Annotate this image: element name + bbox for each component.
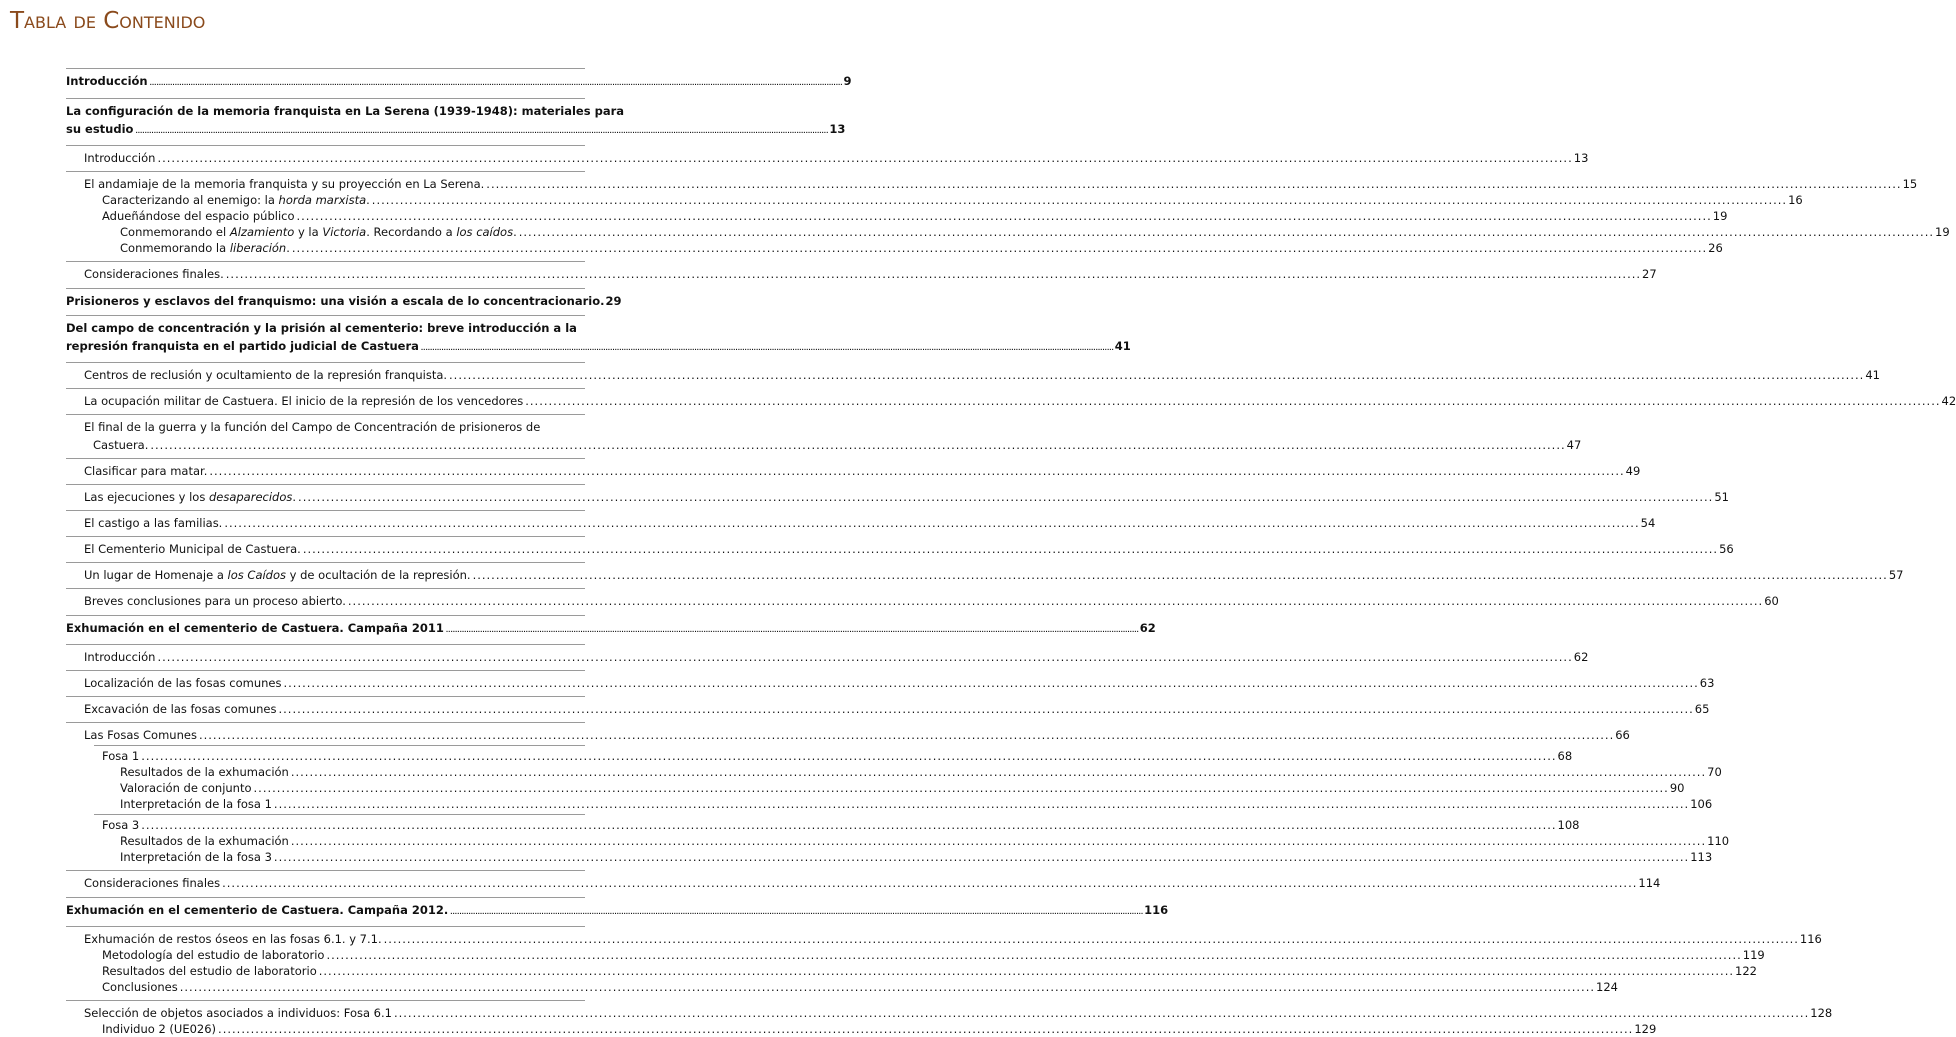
toc-entry-sec4-consideraciones[interactable]: Consideraciones finales ..... 114 — [66, 875, 585, 891]
toc-entry-conclusiones[interactable]: Conclusiones ..... 124 — [66, 979, 585, 995]
table-of-contents — [66, 68, 1956, 1037]
toc-entry-sec4-introduccion[interactable]: Introducción ..... 62 — [66, 649, 585, 665]
toc-entry-conmemorando-liberacion[interactable]: Conmemorando la liberación. ..... 26 — [66, 240, 585, 256]
toc-entry-sec4[interactable]: Exhumación en el cementerio de Castuera. Campaña 2011 ..... 62 — [66, 620, 585, 639]
toc-entry-final-guerra-line1[interactable]: El final de la guerra y la función del Campo de Concentración de prisioneros de — [84, 420, 541, 434]
toc-entry-excavacion[interactable]: Excavación de las fosas comunes ..... 65 — [66, 701, 585, 717]
toc-entry-sec1-line1[interactable]: La configuración de la memoria franquista en La Serena (1939-1948): materiales para — [66, 104, 625, 118]
toc-entry-aduenandose[interactable]: Adueñándose del espacio público ..... 19 — [66, 208, 585, 224]
toc-entry-homenaje[interactable]: Un lugar de Homenaje a los Caídos y de ocultación de la represión. ..... 57 — [66, 567, 585, 583]
toc-entry-resultados-laboratorio[interactable]: Resultados del estudio de laboratorio ..... 122 — [66, 963, 585, 979]
toc-entry-sec1-introduccion[interactable]: Introducción ..... 13 — [66, 150, 585, 166]
toc-entry-sec5[interactable]: Exhumación en el cementerio de Castuera. Campaña 2012. ..... 116 — [66, 902, 585, 921]
toc-entry-fosa-1[interactable]: Fosa 1 ..... 68 — [66, 748, 585, 764]
toc-entry-introduccion[interactable]: Introducción ..... 9 — [66, 73, 585, 92]
toc-entry-ocupacion[interactable]: La ocupación militar de Castuera. El inicio de la represión de los vencedores ..... 42 — [66, 393, 585, 409]
toc-entry-sec1-consideraciones[interactable]: Consideraciones finales. ..... 27 — [66, 266, 585, 282]
toc-entry-sec3[interactable]: represión franquista en el partido judicial de Castuera ..... 41 — [66, 338, 585, 357]
toc-entry-fosa1-interpretacion[interactable]: Interpretación de la fosa 1 ..... 106 — [66, 796, 585, 812]
page-title: Tabla de Contenido — [10, 8, 206, 34]
toc-entry-seleccion-objetos[interactable]: Selección de objetos asociados a individuos: Fosa 6.1 ..... 128 — [66, 1005, 585, 1021]
toc-entry-conmemorando-alzamiento[interactable]: Conmemorando el Alzamiento y la Victoria. Recordando a los caídos. ..... 19 — [66, 224, 585, 240]
toc-entry-fosa-3[interactable]: Fosa 3 ..... 108 — [66, 817, 585, 833]
toc-entry-caracterizando[interactable]: Caracterizando al enemigo: la horda marxista. ..... 16 — [66, 192, 585, 208]
toc-entry-sec3-line1[interactable]: Del campo de concentración y la prisión al cementerio: breve introducción a la — [66, 321, 577, 335]
toc-entry-sec2[interactable]: Prisioneros y esclavos del franquismo: una visión a escala de lo concentracionario. 29 — [66, 294, 622, 308]
toc-entry-metodologia[interactable]: Metodología del estudio de laboratorio ..... 119 — [66, 947, 585, 963]
toc-entry-ejecuciones[interactable]: Las ejecuciones y los desaparecidos. ..... 51 — [66, 489, 585, 505]
toc-entry-castigo[interactable]: El castigo a las familias. ..... 54 — [66, 515, 585, 531]
toc-entry-fosa1-resultados[interactable]: Resultados de la exhumación ..... 70 — [66, 764, 585, 780]
toc-entry-centros[interactable]: Centros de reclusión y ocultamiento de la represión franquista. ..... 41 — [66, 367, 585, 383]
toc-entry-fosa3-resultados[interactable]: Resultados de la exhumación ..... 110 — [66, 833, 585, 849]
toc-entry-sec1-andamiaje[interactable]: El andamiaje de la memoria franquista y su proyección en La Serena. ..... 15 — [66, 176, 585, 192]
toc-entry-final-guerra[interactable]: Castuera. ..... 47 — [66, 437, 585, 453]
toc-entry-individuo-2[interactable]: Individuo 2 (UE026) ..... 129 — [66, 1021, 585, 1037]
toc-entry-sec1[interactable]: su estudio ..... 13 — [66, 121, 585, 140]
toc-entry-breves[interactable]: Breves conclusiones para un proceso abierto. ..... 60 — [66, 593, 585, 609]
toc-entry-cementerio[interactable]: El Cementerio Municipal de Castuera. ..... 56 — [66, 541, 585, 557]
toc-entry-localizacion[interactable]: Localización de las fosas comunes ..... 63 — [66, 675, 585, 691]
toc-entry-clasificar[interactable]: Clasificar para matar. ..... 49 — [66, 463, 585, 479]
toc-entry-fosa3-interpretacion[interactable]: Interpretación de la fosa 3 ..... 113 — [66, 849, 585, 865]
toc-entry-exhumacion-restos[interactable]: Exhumación de restos óseos en las fosas 6.1. y 7.1. ..... 116 — [66, 931, 585, 947]
toc-entry-fosas-comunes[interactable]: Las Fosas Comunes ..... 66 — [66, 727, 585, 743]
toc-entry-fosa1-valoracion[interactable]: Valoración de conjunto ..... 90 — [66, 780, 585, 796]
